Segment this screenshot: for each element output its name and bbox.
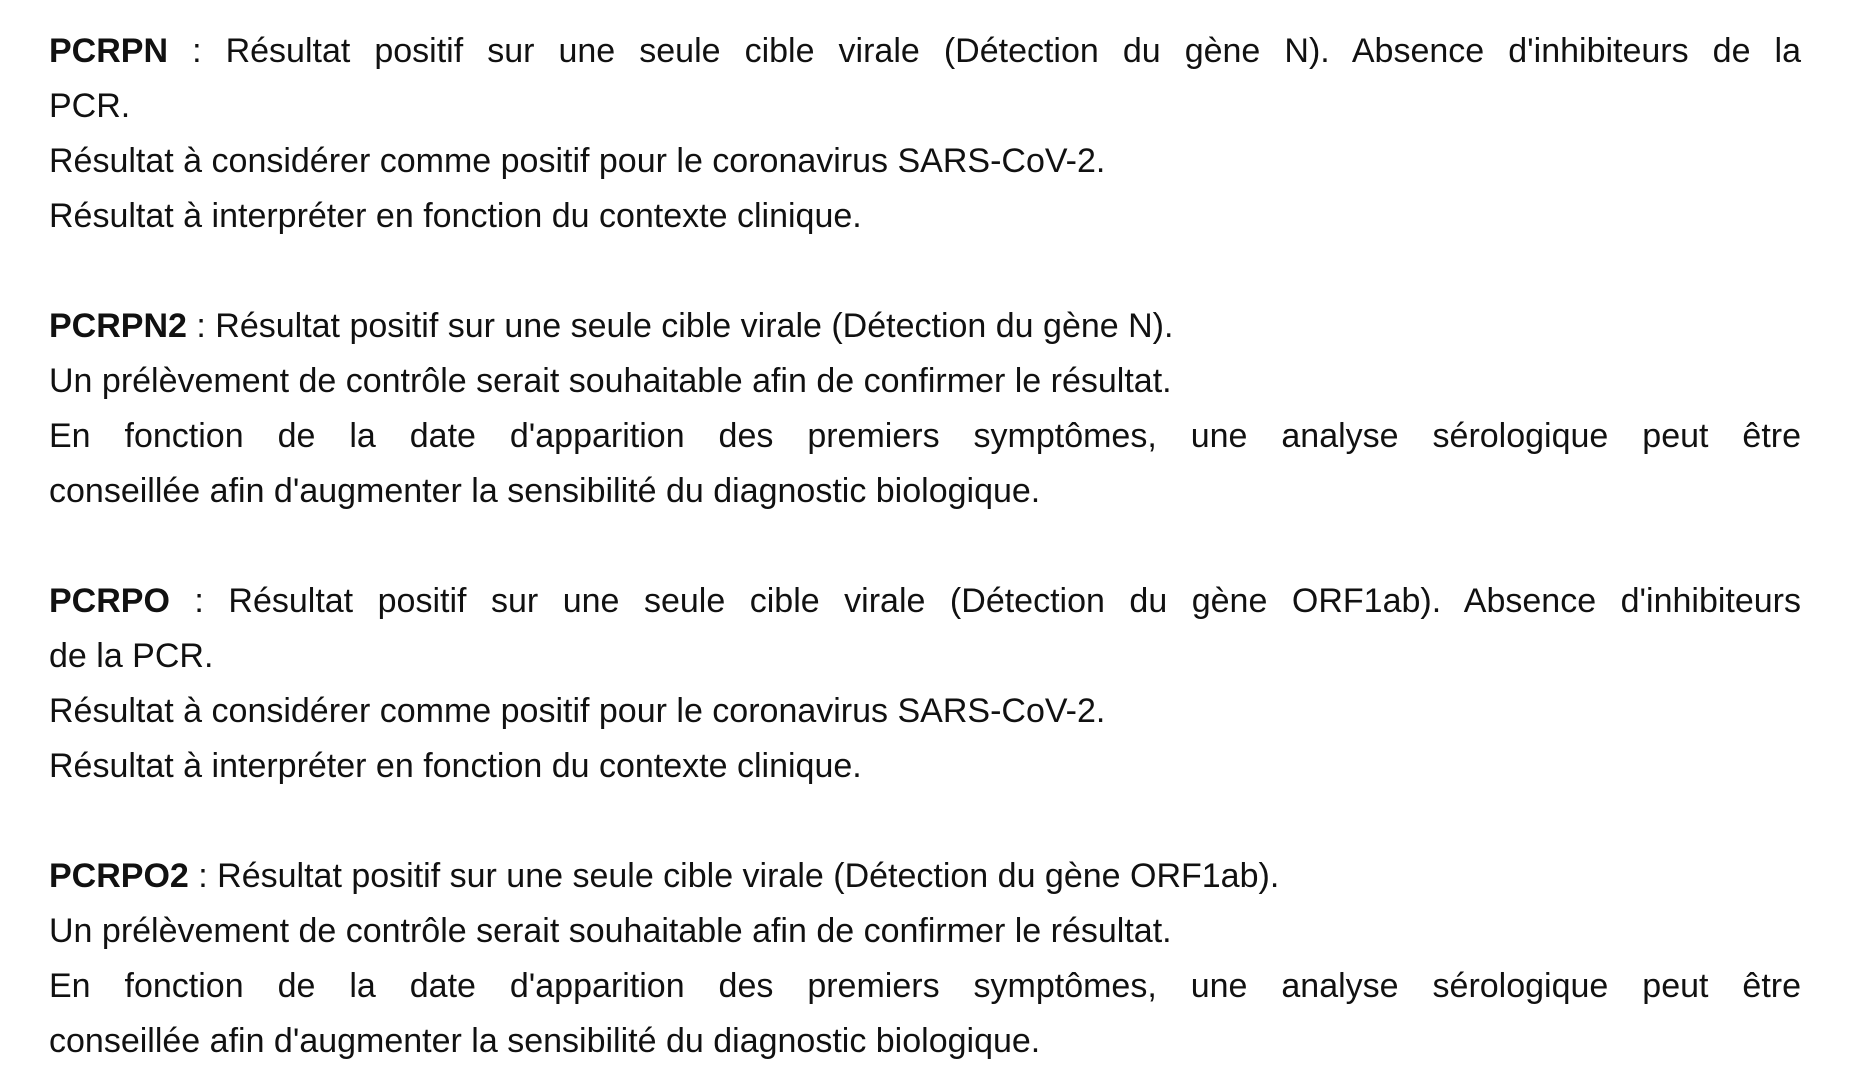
block-line: conseillée afin d'augmenter la sensibilité du diagnostic biologique. — [49, 472, 1041, 510]
block-line: Résultat à interpréter en fonction du contexte clinique. — [49, 197, 862, 235]
block-first-line — [49, 24, 1801, 79]
block-line: Un prélèvement de contrôle serait souhaitable afin de confirmer le résultat. — [49, 362, 1172, 400]
block-line: : Résultat positif sur une seule cible virale (Détection du gène N). Absence d'inhibiteurs de la — [168, 32, 1801, 70]
block-line: conseillée afin d'augmenter la sensibilité du diagnostic biologique. — [49, 1022, 1041, 1060]
result-block-pcrpn — [49, 24, 1801, 244]
result-code: PCRPO2 — [49, 857, 189, 895]
result-block-pcrpo — [49, 574, 1801, 794]
result-code: PCRPN — [49, 32, 169, 70]
block-first-line — [49, 849, 1801, 904]
block-first-line — [49, 574, 1801, 629]
block-line: Un prélèvement de contrôle serait souhaitable afin de confirmer le résultat. — [49, 912, 1172, 950]
block-line: de la PCR. — [49, 637, 214, 675]
result-block-pcrpn2 — [49, 299, 1801, 519]
block-line: PCR. — [49, 87, 131, 125]
block-line: Résultat à considérer comme positif pour le coronavirus SARS-CoV-2. — [49, 692, 1106, 730]
block-line: : Résultat positif sur une seule cible virale (Détection du gène N). — [186, 307, 1174, 345]
result-code: PCRPN2 — [49, 307, 187, 345]
document-body — [49, 24, 1801, 1069]
block-line: En fonction de la date d'apparition des premiers symptômes, une analyse sérologique peut être — [49, 417, 1801, 455]
result-code: PCRPO — [49, 582, 170, 620]
block-first-line — [49, 299, 1801, 354]
block-line: Résultat à interpréter en fonction du contexte clinique. — [49, 747, 862, 785]
block-line: Résultat à considérer comme positif pour le coronavirus SARS-CoV-2. — [49, 142, 1106, 180]
block-line: : Résultat positif sur une seule cible virale (Détection du gène ORF1ab). — [188, 857, 1280, 895]
block-line: : Résultat positif sur une seule cible virale (Détection du gène ORF1ab). Absence d'inhibiteurs — [169, 582, 1801, 620]
result-block-pcrpo2 — [49, 849, 1801, 1069]
block-line: En fonction de la date d'apparition des premiers symptômes, une analyse sérologique peut être — [49, 967, 1801, 1005]
